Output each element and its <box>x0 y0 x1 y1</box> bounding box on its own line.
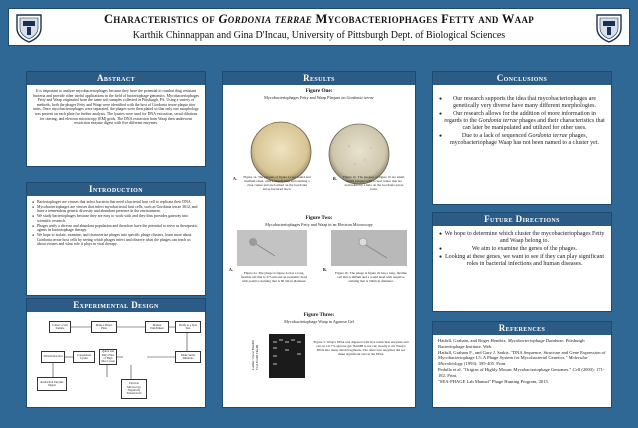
results-panel <box>222 71 416 408</box>
figure-2a-label: A. <box>229 267 233 272</box>
abstract-panel <box>26 71 206 167</box>
flow-step-high-titer-plate: Quick and Dirty Plate of High Titer Lysate <box>99 349 117 365</box>
conclusions-panel <box>432 71 612 205</box>
conclusions-title: Conclusions <box>433 72 611 85</box>
figure-2b-label: B. <box>323 267 327 272</box>
figure-1a-caption: Figure 1a. The plaques of figure 1a are round and medium sized, with a cloudy halo surrounding a clear center and are formed on the Gordonia terrae bacterial lawn. <box>243 175 311 191</box>
list-item: ● We hope to isolate, examine, and characterize phages into specific phage clusters, learn more about Gordonia terrae host cells by seeing which phages infect and observe what the phages can teach us about viruses and what role it plays in viral therapy. <box>32 233 200 247</box>
conclusions-list <box>439 96 605 148</box>
figure-3-caption: Figure 3. Waap's DNA was digested with five restriction enzymes and ran on a 0.7% agarose gel. BamHI is not cut; mostly it cut Waap's DNA into many small fragments. The other four enzymes did not make significant cuts in the DNA. <box>313 340 409 356</box>
poster-header <box>8 8 630 46</box>
future-directions-title: Future Directions <box>433 213 611 226</box>
flow-step-dna-extraction: DNA Extraction <box>41 351 65 363</box>
figure-two-subtitle: Mycobacteriophages Fetty and Waap in an Electron Microscopy <box>265 222 373 227</box>
introduction-panel <box>26 182 206 296</box>
flow-step-modest-enrichment: Modest Enrichment <box>145 321 169 333</box>
list-item: ● We aim to examine the genes of the phages. <box>439 246 605 253</box>
university-seal-icon <box>14 12 44 43</box>
figure-1a-label: A. <box>233 176 237 181</box>
flow-step-purify: Purify to a Spot Test <box>175 321 201 333</box>
references-title: References <box>433 322 611 335</box>
figure-1b-caption: Figure 1b. The plaques of figure 1b are small, turbid plaques with a clear center that are noticeable by a halo on the Gordonia terrae lawn. <box>342 175 406 191</box>
reference-item: Hatfull, Graham, and Roger Hendrix. Mycobacteriophage Database. Pittsburgh Bacteriophage Institute. Web. <box>438 338 585 349</box>
list-item: ● We hope to determine which cluster the mycobacteriophages Fetty and Waap belong to. <box>439 231 605 245</box>
flow-step-direct-plate: Make a Direct Plate <box>91 321 117 333</box>
references-panel <box>432 321 612 408</box>
poster-authors: Karthik Chinnappan and Gina D'Incau, University of Pittsburgh Dept. of Biological Sciences <box>132 30 506 41</box>
figure-one-subtitle: Mycobacteriophages Fetty and Waap Plaques on Gordonia terrae <box>264 95 374 100</box>
future-directions-list <box>439 231 605 269</box>
abstract-title: Abstract <box>27 72 205 85</box>
reference-item: Pedulla et al. "Origins of Highly Mosaic Mycobacteriophage Genomes." Cell (2003): 171-182. Print. <box>438 367 605 378</box>
list-item: ● Bacteriophages are viruses that infect bacteria that need a bacterial host cell to replicate their DNA. <box>32 200 200 205</box>
future-directions-panel <box>432 212 612 312</box>
figure-three-subtitle: Mycobacteriophage Waap in Agarose Gel <box>284 319 354 324</box>
experimental-design-title: Experimental Design <box>27 299 205 312</box>
flow-step-concentrate-lysate: Concentrate Lysate <box>73 351 95 363</box>
references-list <box>438 338 606 385</box>
figure-2a-caption: Figure 2a. The phage is figure 2a has a long, flexible tail that is 375 nm and an isometric head with positive staining that is 60 nm in diameter. <box>240 271 308 283</box>
flow-step-serial-dilutions: Make Serial Dilutions <box>175 351 201 363</box>
figure-2b-caption: Figure 2b. The phage is figure 2b has a long, flexible tail that is 460nm and a round head with negative staining that is 50nm in diameter. <box>335 271 407 283</box>
gel-lane-labels: Ladder Uncut BamHI ClaI EcoRI HaeIII <box>251 340 259 370</box>
reference-item: Hatfull, Graham F., and Gary J. Sarkis. "DNA Sequence, Structure and Gene Expression of Mycobacteriophage L5: A Phage System for Mycobacterial Genetics." Molecular Microbiology (1993): 395-405. Print. <box>438 349 606 366</box>
poster-title: Characteristics of Gordonia terrae Mycobacteriophages Fetty and Waap <box>103 12 535 26</box>
introduction-title: Introduction <box>27 183 205 196</box>
flow-step-soil-sample: Collect a Soil Sample <box>49 321 71 333</box>
flow-step-electron-microscopy: Electron Microscopy Negatively Stained Grid <box>121 379 147 399</box>
introduction-list <box>32 200 200 247</box>
abstract-text: It is important to analyze mycobacteriophages because they have the potential to combat drug resistant bacteria and provide other useful applications in the field of bacteriophage genomics. Mycobacteriophages Fetty and Waap originated from the same soil samples collected in Pittsburgh, PA. Using a variety of methods, both the phages Fetty and Waap were identified with the host of Gordonia terrae plaque titer units. Once mycobacteriophages were separated, the phages were then plated so that only one morphology was present on each plate for further analysis. The lysates were used for DNA extraction, serial dilutions for titering, and electron microscopy (EM) grids. The DNA extraction from Waap then underwent restriction enzyme digest with five different enzymes. <box>32 89 200 126</box>
list-item: ● Our research allows for the addition of more information in regards to the Gordonia terrae phages and their characteristics that can later be manipulated and utilized for other uses. <box>439 111 605 133</box>
list-item: ● Our research supports the idea that mycobacteriophages are genetically very diverse have many different morphologies. <box>439 96 605 110</box>
list-item: ● We study bacteriophages because they are easy to work with and they thus provides gateway into scientific research. <box>32 214 200 223</box>
results-title: Results <box>223 72 415 85</box>
experimental-design-panel <box>26 298 206 408</box>
figure-1b-label: B. <box>333 176 337 181</box>
figure-three-title: Figure Three: <box>303 312 335 318</box>
list-item: ● Looking at these genes, we want to see if they can play significant roles in bacterial infections and human diseases. <box>439 254 605 268</box>
list-item: ● Phages unify a diverse and abundant population and therefore have the potential to serve as therapeutic agents in bacteriophage therapy. <box>32 224 200 233</box>
figure-one-title: Figure One: <box>305 88 333 94</box>
university-seal-icon <box>594 12 624 43</box>
flow-step-restriction-digest: Restriction Enzyme Digest <box>37 377 67 391</box>
list-item: ● Mycobacteriophages are viruses that infect mycobacterial host cells, such as Gordonia terrae 3612, and have a tremendous genetic diversity and abundant presence in the environment. <box>32 205 200 214</box>
list-item: ● Due to a lack of sequenced Gordonia terrae phages, mycobacteriophage Waap has not been named to a cluster yet. <box>439 133 605 147</box>
figure-two-title: Figure Two: <box>305 215 333 221</box>
reference-item: "SEA-PHAGE Lab Manual" Phage Hunting Program, 2015. <box>438 378 549 384</box>
